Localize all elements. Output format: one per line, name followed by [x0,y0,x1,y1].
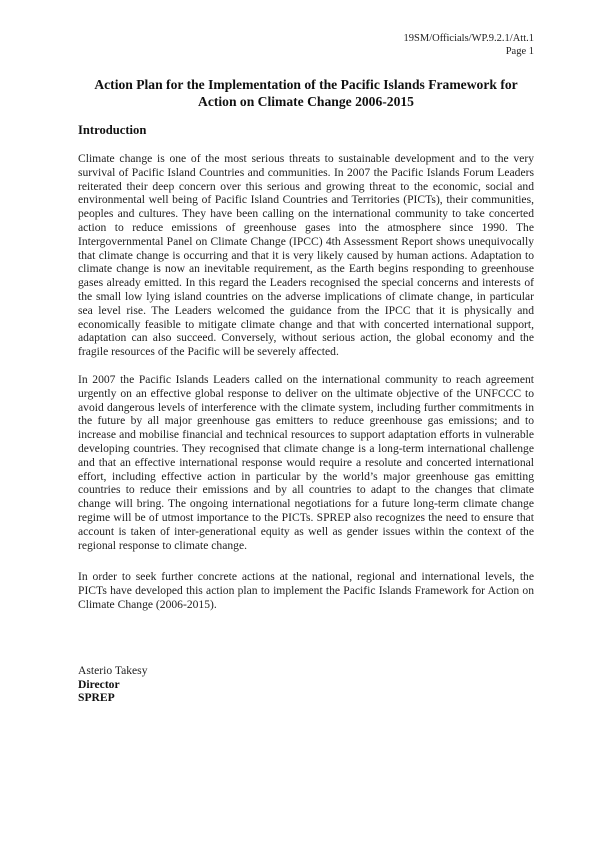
title-line-1: Action Plan for the Implementation of the Pacific Islands Framework for [94,77,518,92]
paragraph-2: In 2007 the Pacific Islands Leaders called on the international community to reach agreement urgently on an effective global response to deliver on the ultimate objective of the UNFCCC to avoid dangerous levels of interference with the climate system, including further commitments in the future by all major greenhouse gas emitters to reduce greenhouse gas emissions; and to increase and mobilise financial and technical resources to support adaptation efforts in vulnerable developing countries. They recognised that climate change is a long-term international challenge and that an effective international response would require a resolute and concerted international effort, including effective action in particular by the world’s major greenhouse gas emitting countries to reduce their emissions and by all countries to adapt to the changes that climate change will bring. The ongoing international negotiations for a future long-term climate change regime will be of utmost importance to the PICTs. SPREP also recognizes the need to ensure that account is taken of inter-generational equity as well as gender issues within the context of the regional response to climate change. [78,372,534,552]
document-title [78,76,534,110]
title-line-2: Action on Climate Change 2006-2015 [198,94,414,109]
signature-block [78,664,534,705]
paragraph-3: In order to seek further concrete actions at the national, regional and international levels, the PICTs have developed this action plan to implement the Pacific Islands Framework for Action on Climate Change (2006-2015). [78,570,534,611]
signatory-organization: SPREP [78,691,115,705]
signatory-role: Director [78,677,120,691]
document-reference: 19SM/Officials/WP.9.2.1/Att.1 [403,33,534,44]
document-header [78,33,534,58]
paragraph-1: Climate change is one of the most serious threats to sustainable development and to the very survival of Pacific Island Countries and communities. In 2007 the Pacific Islands Forum Leaders reiterated their deep concern over this serious and growing threat to the economic, social and environmental well being of Pacific Island Countries and Territories (PICTs), their communities, peoples and cultures. They have been calling on the international community to take concerted action to reduce emissions of greenhouse gases into the atmosphere since 1990. The Intergovernmental Panel on Climate Change (IPCC) 4th Assessment Report shows unequivocally that climate change is occurring and that it is very likely caused by human actions. Adaptation to climate change is now an inevitable requirement, as the Earth begins responding to greenhouse gases already emitted. In this regard the Leaders recognised the special concerns and interests of the small low lying island countries on the adverse implications of climate change, in particular sea level rise. The Leaders welcomed the guidance from the IPCC that it is physically and economically feasible to mitigate climate change and that with concerted international support, adaptation can also succeed. Conversely, without serious action, the global economy and the fragile resources of the Pacific will be severely affected. [78,152,534,359]
signatory-name: Asterio Takesy [78,663,148,677]
section-heading-introduction: Introduction [78,123,147,137]
page-number: Page 1 [505,45,534,57]
